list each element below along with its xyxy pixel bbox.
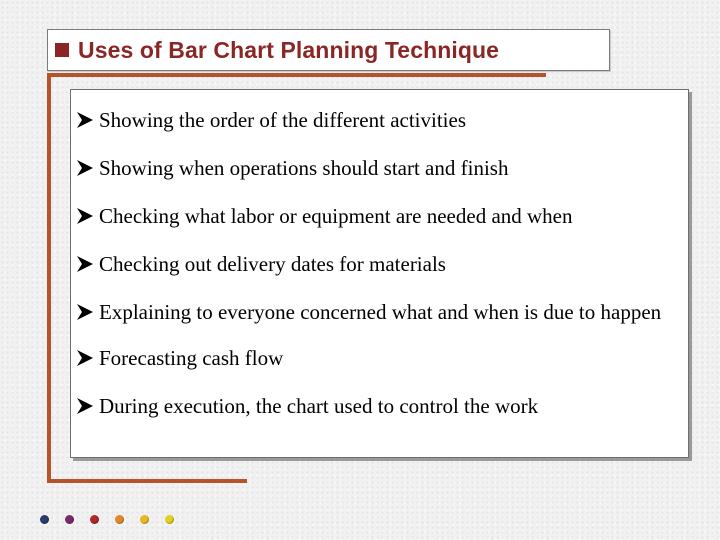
- arrowhead-bullet-icon: [76, 386, 99, 426]
- decorative-dot: [140, 515, 149, 524]
- square-bullet-icon: [55, 43, 69, 57]
- decorative-dot: [165, 515, 174, 524]
- arrowhead-bullet-icon: [76, 338, 99, 378]
- arrowhead-bullet-icon: [76, 244, 99, 284]
- list-item: [76, 100, 682, 140]
- decorative-dot: [115, 515, 124, 524]
- arrowhead-bullet-icon: [76, 100, 99, 140]
- arrowhead-bullet-icon: [76, 292, 99, 332]
- decorative-dot: [65, 515, 74, 524]
- list-item: [76, 386, 682, 426]
- list-item: [76, 196, 682, 236]
- frame-top-line: [47, 73, 546, 77]
- decorative-dot: [40, 515, 49, 524]
- list-item-text: Forecasting cash flow: [99, 346, 284, 370]
- list-item: [76, 338, 682, 378]
- list-item: [76, 244, 682, 284]
- list-item-text: Showing when operations should start and finish: [99, 156, 509, 180]
- frame-left-line: [47, 73, 51, 483]
- list-item-text: Checking out delivery dates for materials: [99, 252, 446, 276]
- list-item-text: Showing the order of the different activities: [99, 108, 467, 132]
- arrowhead-bullet-icon: [76, 148, 99, 188]
- list-item: [76, 148, 682, 188]
- list-item: [76, 292, 682, 332]
- frame-bottom-line: [47, 479, 247, 483]
- list-item-text: Explaining to everyone concerned what and when is due to happen: [99, 300, 662, 324]
- list-item-text: During execution, the chart used to control the work: [99, 394, 539, 418]
- bullet-list: [76, 100, 682, 426]
- decorative-dots: [40, 514, 174, 524]
- decorative-dot: [90, 515, 99, 524]
- content-box: [70, 89, 689, 458]
- list-item-text: Checking what labor or equipment are needed and when: [99, 204, 573, 228]
- slide-title-box: [47, 29, 610, 71]
- slide-title: Uses of Bar Chart Planning Technique: [78, 36, 500, 63]
- arrowhead-bullet-icon: [76, 196, 99, 236]
